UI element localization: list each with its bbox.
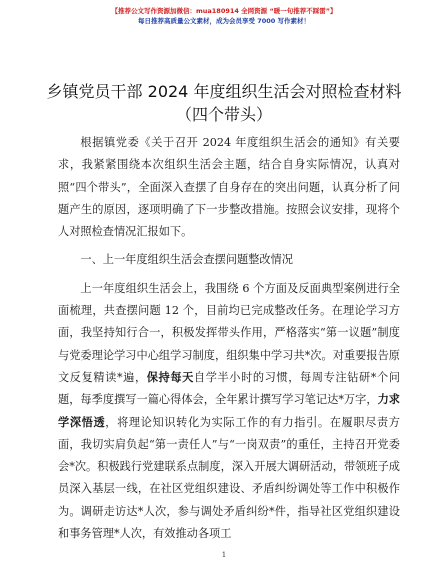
document-body bbox=[58, 132, 400, 545]
emphasis-daily-study: 保持每天 bbox=[146, 370, 194, 384]
intro-paragraph: 根据镇党委《关于召开 2024 年度组织生活会的通知》有关要求，我紧紧围绕本次组织生活会主题，结合自身实际情况，认真对照“四个带头”，全面深入查摆了自身存在的突出问题，认真分析了问题产生的原因，逐项明确了下一步整改措施。按照会议安排，现将个人对照检查情况汇报如下。 bbox=[58, 136, 400, 239]
page-number: 1 bbox=[221, 551, 227, 559]
promo-line-blue[interactable]: 每日推荐高质量公文素材，成为会员享受 7000 写作素材！ bbox=[137, 17, 311, 25]
rectification-paragraph bbox=[58, 278, 400, 546]
paragraph-text-end: ，将理论知识转化为实际工作的有力指引。在履职尽责方面，我切实肩负起“第一责任人”与“一岗双责”的重任，主持召开党委会*次。积极践行党建联系点制度，深入开展大调研活动，带领班子成员深入基层一线，在社区党组织建设、矛盾纠纷调处等工作中积极作为。调研走访达*人次，参与调处矛盾纠纷*件，指导社区党组织建设和事务管理*人次，有效推动各项工 bbox=[58, 415, 400, 541]
document-title: 乡镇党员干部 2024 年度组织生活会对照检查材料（四个带头） bbox=[46, 82, 402, 124]
emphasis-deep-learning: 力求学深悟透 bbox=[58, 393, 400, 429]
paragraph-text-middle: 自学半小时的习惯，每周专注钻研*个问题，每季度撰写一篇心得体会，全年累计撰写学习笔记达*万字， bbox=[58, 370, 400, 407]
promo-banner bbox=[0, 6, 448, 26]
paragraph-text-start: 上一年度组织生活会上，我围绕 6 个方面及反面典型案例进行全面梳理，共查摆问题 12 个，目前均已完成整改任务。在理论学习方面，我坚持知行合一，积极发挥带头作用，严格落实“第一议题”制度与党委理论学习中心组学习制度，组织集中学习共*次。对重要报告原文反复精读*遍， bbox=[58, 281, 400, 384]
section-heading: 一、上一年度组织生活会查摆问题整改情况 bbox=[80, 253, 293, 267]
promo-line-red[interactable]: 【推荐公文写作资源加微信：mua180914 全网资源 “暖一句推荐不踩雷”】 bbox=[111, 7, 337, 15]
